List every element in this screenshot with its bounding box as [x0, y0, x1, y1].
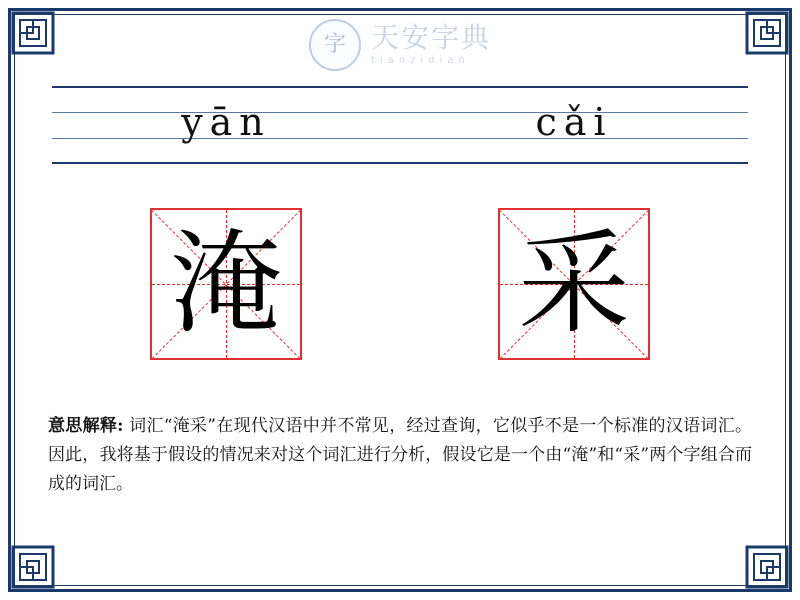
character-glyph-1: 淹 [170, 219, 282, 349]
tianzige-box-2 [498, 208, 650, 360]
seal-glyph: 字 [323, 32, 346, 57]
logo-subtitle: tianzidian [370, 55, 470, 67]
pinyin-text-1: yān [181, 100, 271, 144]
character-row [52, 205, 748, 363]
logo-title: 天安字典 [370, 20, 491, 54]
pinyin-cell-2 [400, 86, 748, 164]
seal-stamp-icon [309, 19, 361, 71]
character-cell-1 [52, 205, 400, 363]
explanation-block [48, 412, 752, 500]
logo-text [370, 20, 491, 68]
pinyin-row [52, 86, 748, 164]
pinyin-staff [52, 86, 748, 164]
pinyin-text-2: cǎi [535, 100, 613, 144]
tianzige-box-1 [150, 208, 302, 360]
explanation-label: 意思解释: [48, 416, 124, 436]
corner-ornament-bottom-left [10, 544, 56, 590]
pinyin-cell-1 [52, 86, 400, 164]
corner-ornament-bottom-right [744, 544, 790, 590]
site-logo [0, 16, 800, 74]
character-glyph-2: 采 [518, 219, 630, 349]
explanation-text: 词汇“淹采”在现代汉语中并不常见，经过查询，它似乎不是一个标准的汉语词汇。因此，我将基于假设的情况来对这个词汇进行分析，假设它是一个由“淹”和“采”两个字组合而成的词汇。 [48, 416, 753, 495]
character-cell-2 [400, 205, 748, 363]
